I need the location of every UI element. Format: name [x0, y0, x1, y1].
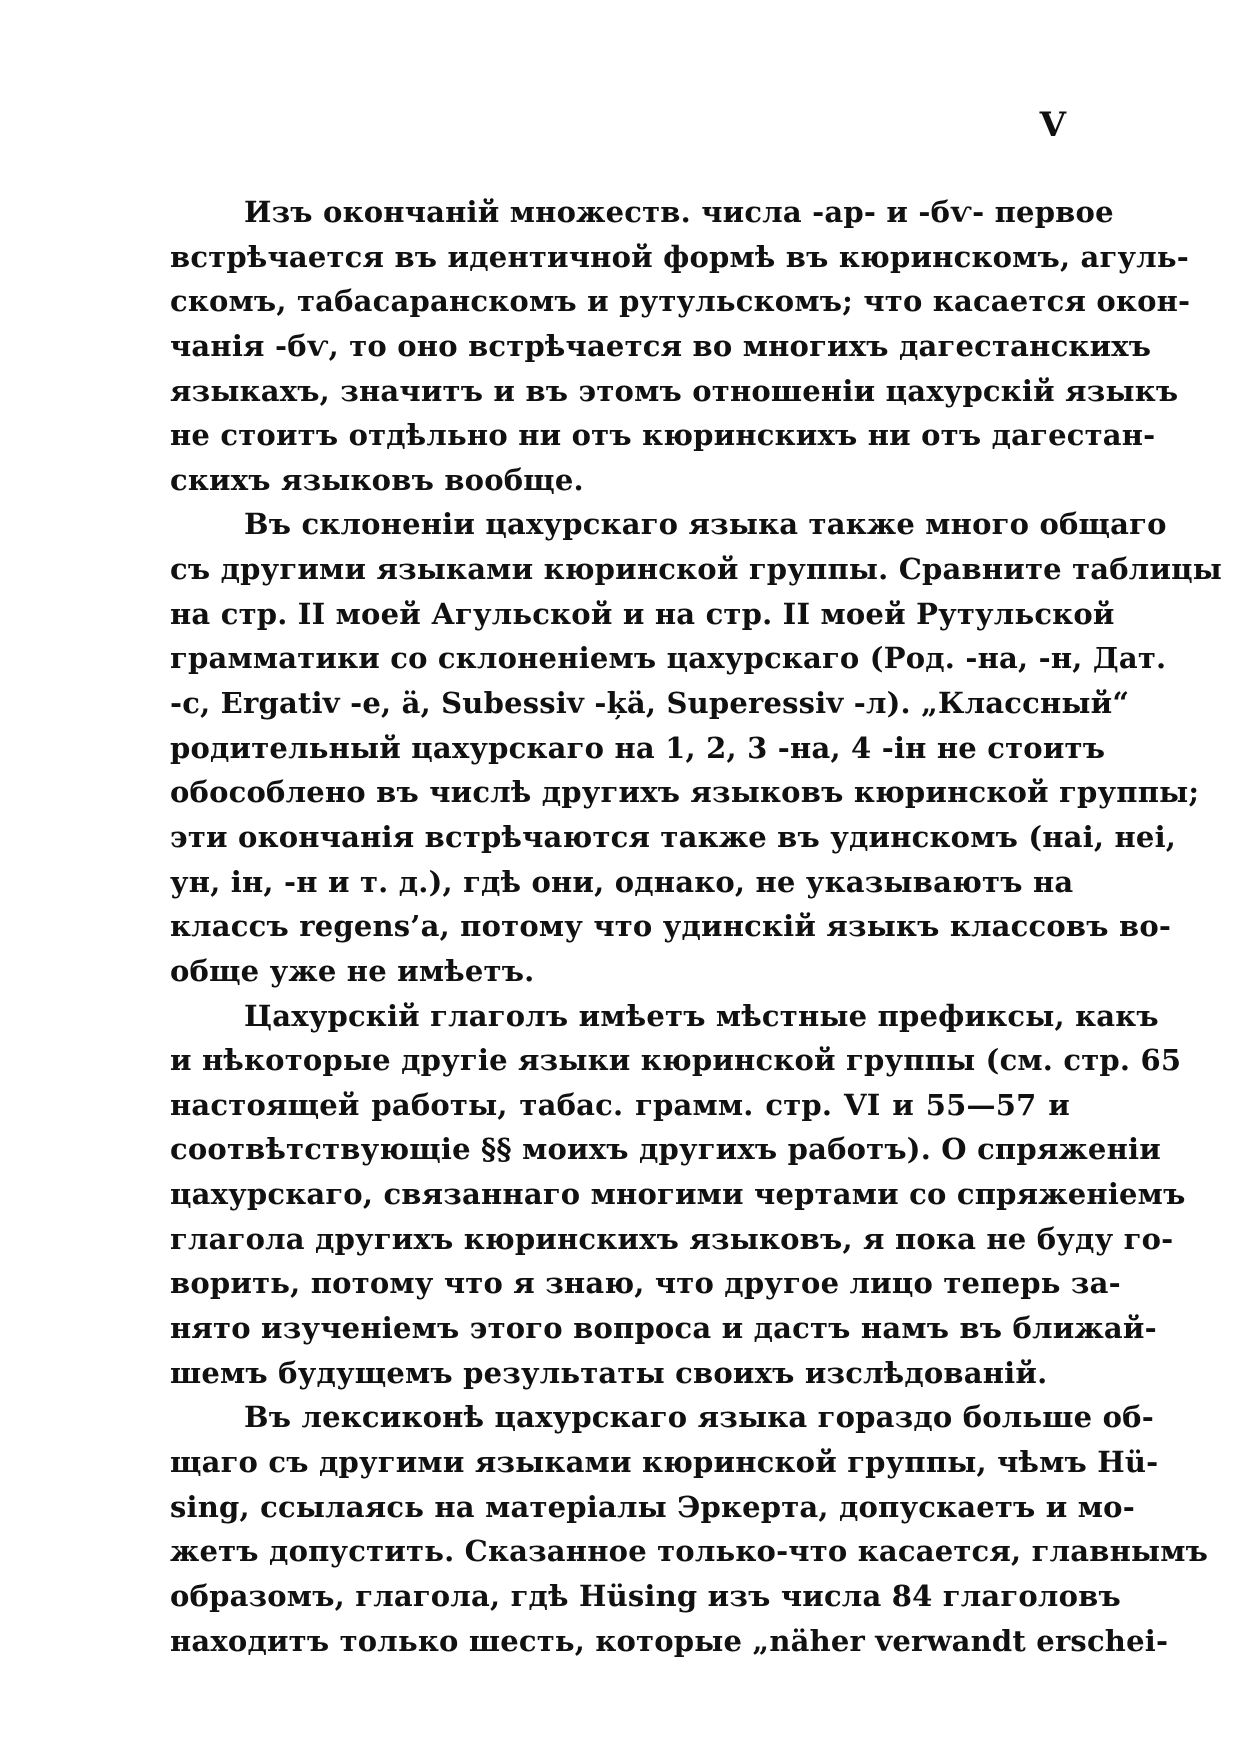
text-line: на стр. II моей Агульской и на стр. II моей Рутульской: [170, 596, 1115, 631]
text-line: чанія -бѵ, то оно встрѣчается во многихъ дагестанскихъ: [170, 328, 1152, 363]
text-line: -с, Ergativ -е, ä, Subessiv -ķä, Superessiv -л). „Классный“: [170, 686, 1130, 721]
text-line: образомъ, глагола, гдѣ Hüsing изъ числа 84 глаголовъ: [170, 1578, 1121, 1613]
text-line: Цахурскій глаголъ имѣетъ мѣстные префиксы, какъ: [244, 998, 1159, 1033]
text-line: ворить, потому что я знаю, что другое лицо теперь за-: [170, 1266, 1121, 1301]
text-line: и нѣкоторые другіе языки кюринской группы (см. стр. 65: [170, 1043, 1182, 1078]
text-line: не стоитъ отдѣльно ни отъ кюринскихъ ни отъ дагестан-: [170, 418, 1156, 453]
text-line: встрѣчается въ идентичной формѣ въ кюринскомъ, агуль-: [170, 239, 1190, 274]
text-line: настоящей работы, табас. грамм. стр. VI и 55—57 и: [170, 1087, 1070, 1122]
text-line: ун, ін, -н и т. д.), гдѣ они, однако, не указываютъ на: [170, 864, 1074, 899]
text-line: съ другими языками кюринской группы. Сравните таблицы: [170, 552, 1223, 587]
text-line: глагола другихъ кюринскихъ языковъ, я пока не буду го-: [170, 1221, 1174, 1256]
text-line: соотвѣтствующіе §§ моихъ другихъ работъ). О спряженіи: [170, 1132, 1161, 1167]
text-line: шемъ будущемъ результаты своихъ изслѣдованій.: [170, 1355, 1048, 1390]
text-line: скомъ, табасаранскомъ и рутульскомъ; что касается окон-: [170, 284, 1191, 319]
text-line: нято изученіемъ этого вопроса и дастъ намъ въ ближай-: [170, 1311, 1157, 1346]
text-line: обособлено въ числѣ другихъ языковъ кюринской группы;: [170, 775, 1200, 810]
text-line: Въ лексиконѣ цахурскаго языка гораздо больше об-: [244, 1400, 1154, 1435]
text-line: Изъ окончаній множеств. числа -ар- и -бѵ- первое: [244, 195, 1114, 229]
text-line: жетъ допустить. Сказанное только-что касается, главнымъ: [170, 1534, 1209, 1569]
text-line: скихъ языковъ вообще.: [170, 462, 584, 497]
text-line: обще уже не имѣетъ.: [170, 953, 535, 988]
text-line: цахурскаго, связаннаго многими чертами со спряженіемъ: [170, 1177, 1186, 1212]
text-line: грамматики со склоненіемъ цахурскаго (Род. -на, -н, Дат.: [170, 641, 1167, 676]
text-line: щаго съ другими языками кюринской группы, чѣмъ Hü-: [170, 1444, 1159, 1479]
text-line: находитъ только шесть, которые „näher verwandt erschei-: [170, 1623, 1169, 1658]
text-line: sing, ссылаясь на матеріалы Эркерта, допускаетъ и мо-: [170, 1489, 1135, 1524]
page-number: V: [1039, 105, 1066, 145]
text-line: классъ regens’a, потому что удинскій языкъ классовъ во-: [170, 909, 1172, 944]
text-line: языкахъ, значитъ и въ этомъ отношеніи цахурскій языкъ: [170, 373, 1179, 408]
body-text: [170, 190, 1223, 1663]
text-line: эти окончанія встрѣчаются также въ удинскомъ (наі, неі,: [170, 819, 1177, 854]
text-line: Въ склоненіи цахурскаго языка также много общаго: [244, 507, 1167, 542]
text-line: родительный цахурскаго на 1, 2, 3 -на, 4 -ін не стоитъ: [170, 730, 1106, 765]
